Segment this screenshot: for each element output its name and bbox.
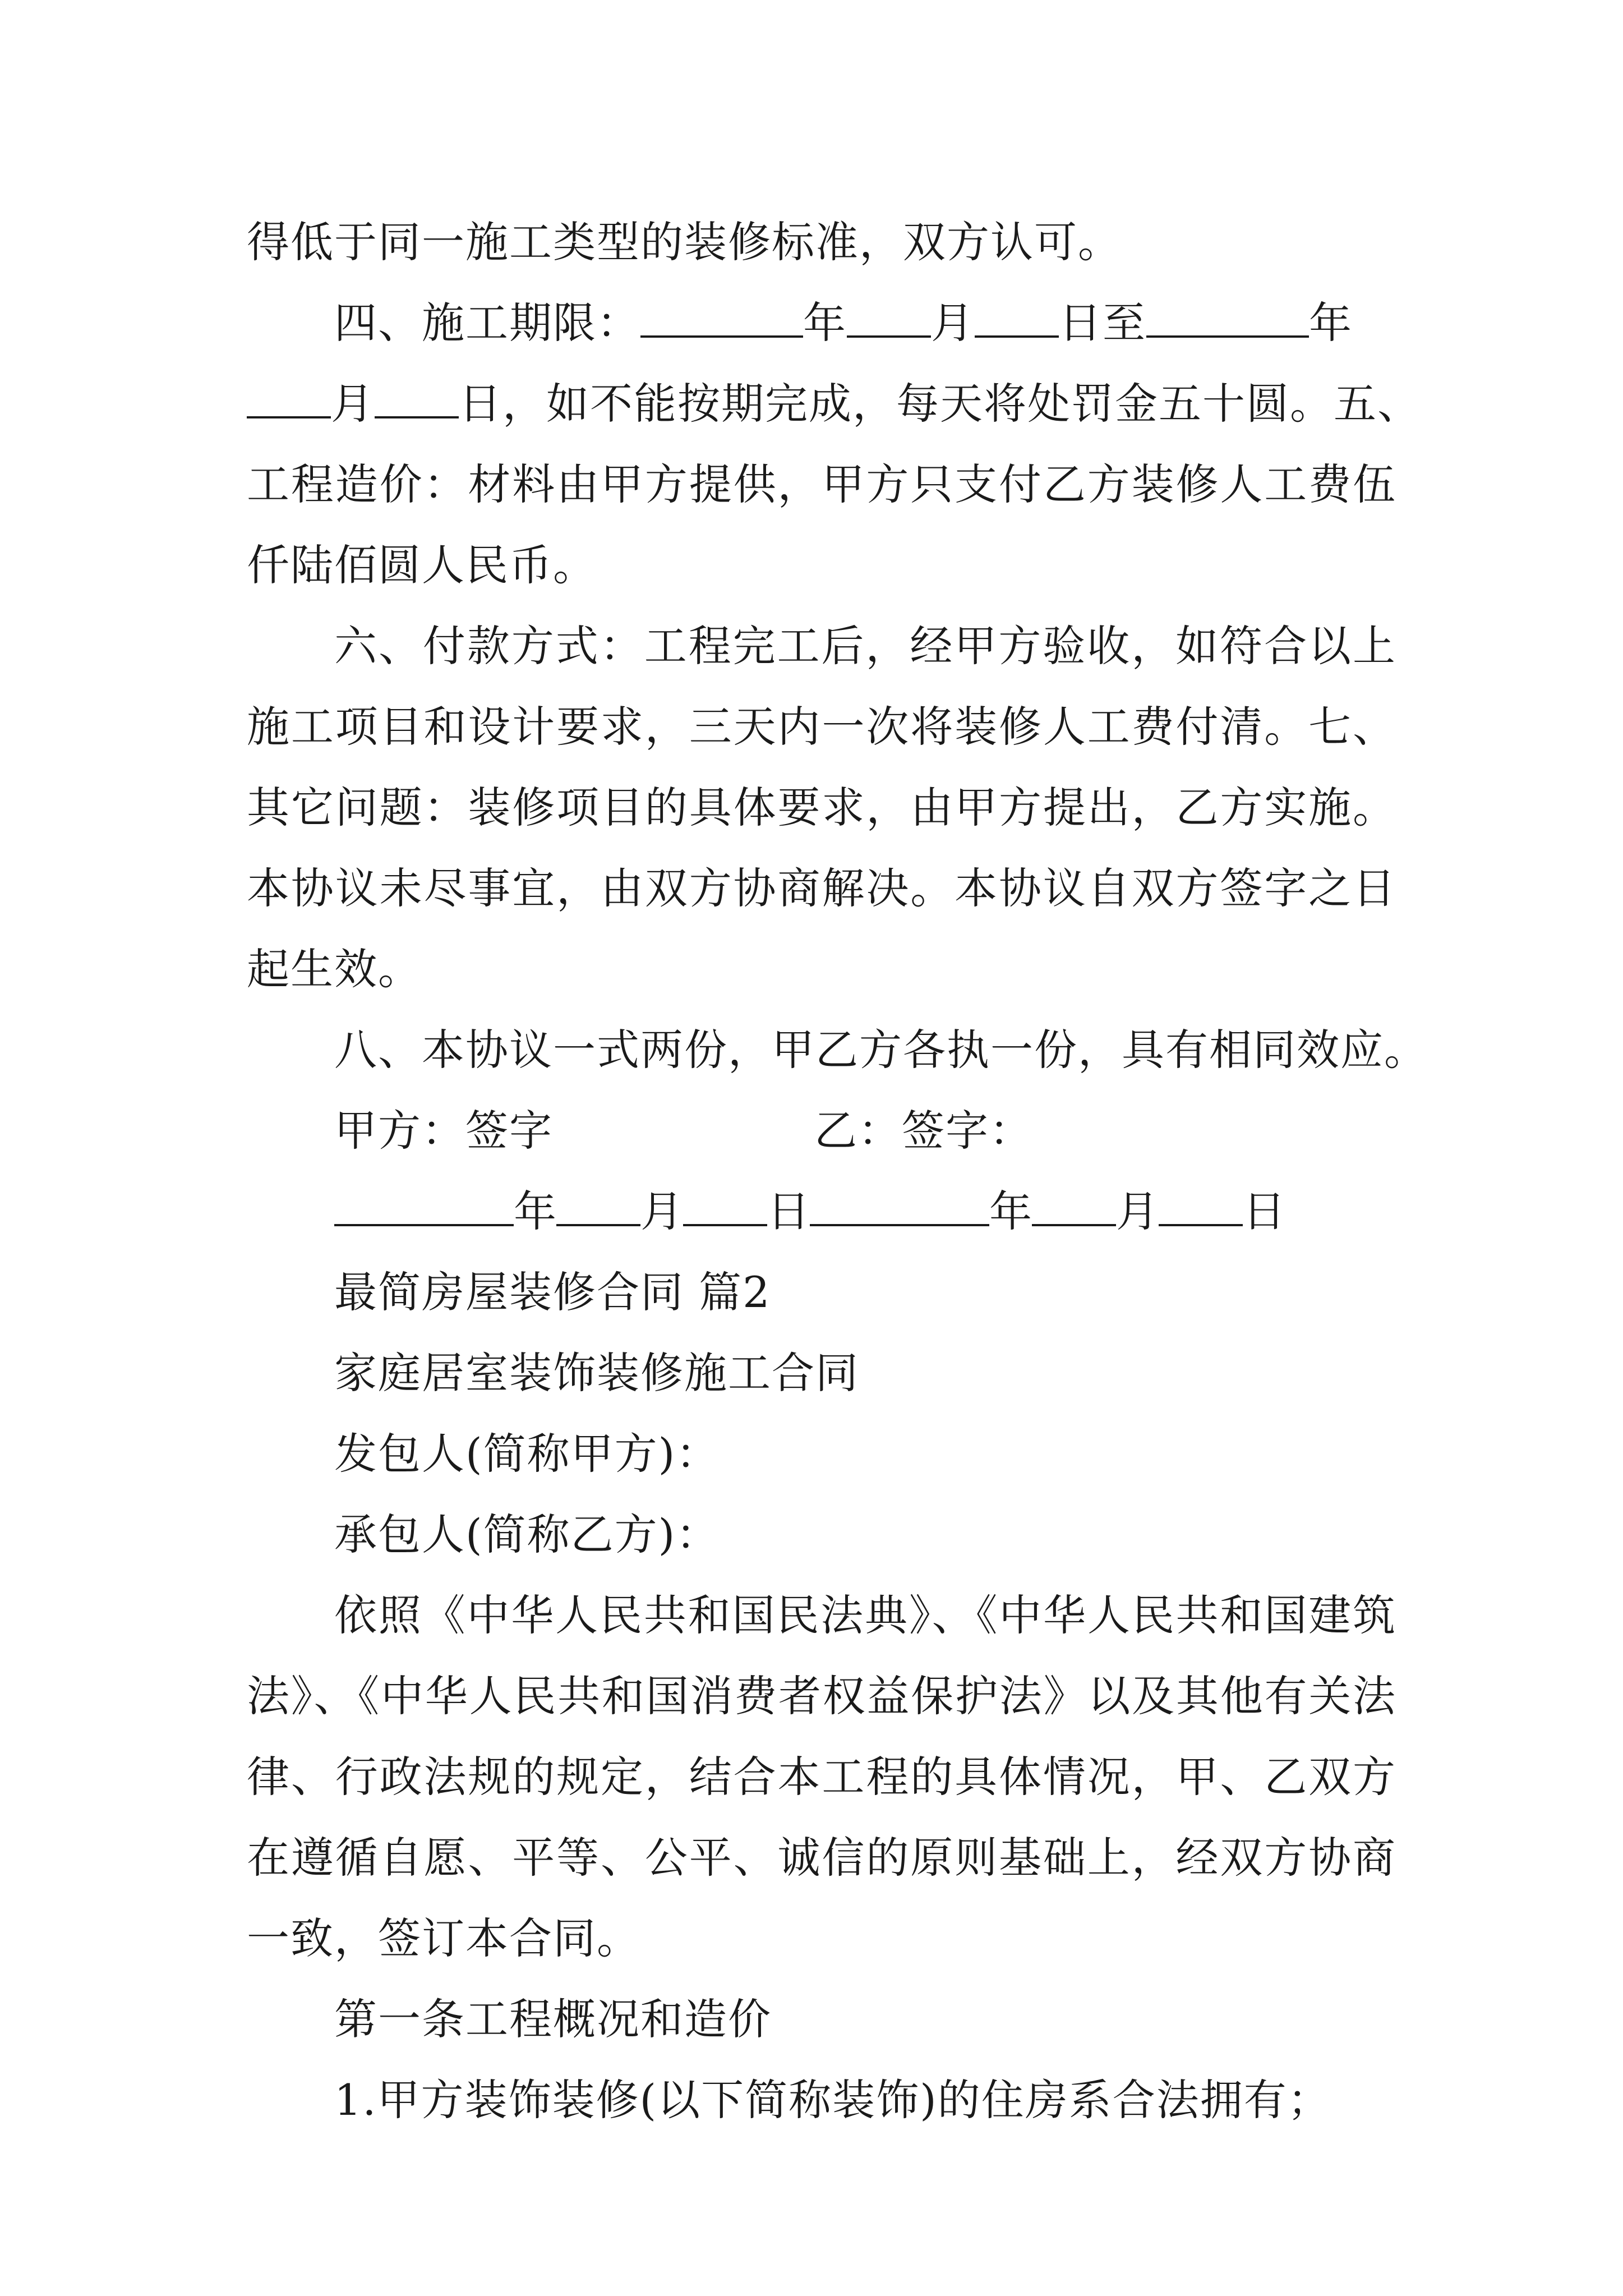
year-label: 年 — [989, 1186, 1032, 1236]
day-blank — [975, 296, 1059, 338]
construction-period-line-2 — [247, 377, 1421, 431]
day-to-label: 日至 — [1059, 298, 1146, 348]
month-blank — [1032, 1185, 1116, 1226]
paragraph-line: 在遵循自愿、平等、公平、诚信的原则基础上，经双方协商 — [247, 1833, 1396, 1883]
construction-period-line — [334, 296, 1353, 350]
paragraph-line: 一致，签订本合同。 — [247, 1913, 640, 1963]
month-label: 月 — [331, 379, 375, 429]
paragraph-line: 其它问题：装修项目的具体要求，由甲方提出，乙方实施。 — [247, 783, 1396, 832]
paragraph-line: 六、付款方式：工程完工后，经甲方验收，如符合以上 — [334, 621, 1396, 671]
day-blank — [375, 377, 459, 418]
paragraph-line: 依照《中华人民共和国民法典》、《中华人民共和国建筑 — [334, 1590, 1396, 1640]
year-blank — [1146, 296, 1309, 338]
paragraph-line: 工程造价：材料由甲方提供，甲方只支付乙方装修人工费伍 — [247, 459, 1396, 509]
party-a-signature-label: 甲方：签字 — [334, 1106, 553, 1156]
month-blank — [247, 377, 331, 418]
paragraph-line: 律、行政法规的规定，结合本工程的具体情况，甲、乙双方 — [247, 1752, 1396, 1802]
paragraph-line: 仟陆佰圆人民币。 — [247, 540, 597, 590]
month-blank — [556, 1185, 640, 1226]
day-blank — [1159, 1185, 1243, 1226]
contract-title: 家庭居室装饰装修施工合同 — [334, 1348, 859, 1398]
year-blank — [810, 1185, 989, 1226]
party-b-label: 承包人(简称乙方)： — [334, 1510, 720, 1559]
party-a-label: 发包人(简称甲方)： — [334, 1429, 720, 1479]
paragraph-line: 1.甲方装饰装修(以下简称装饰)的住房系合法拥有； — [334, 2075, 1331, 2125]
paragraph-line: 法》、《中华人民共和国消费者权益保护法》以及其他有关法 — [247, 1671, 1396, 1721]
construction-period-label: 四、施工期限： — [334, 298, 640, 348]
paragraph-line: 施工项目和设计要求，三天内一次将装修人工费付清。七、 — [247, 702, 1396, 752]
day-label: 日 — [1243, 1186, 1285, 1236]
paragraph-line: 八、本协议一式两份，甲乙方各执一份，具有相同效应。 — [334, 1025, 1428, 1075]
article-heading: 第一条工程概况和造价 — [334, 1994, 772, 2044]
month-label: 月 — [640, 1186, 683, 1236]
month-blank — [847, 296, 931, 338]
year-blank — [640, 296, 803, 338]
paragraph-line: 得低于同一施工类型的装修标准，双方认可。 — [247, 217, 1122, 267]
month-label: 月 — [931, 298, 975, 348]
section-heading: 最简房屋装修合同 篇2 — [334, 1267, 771, 1317]
year-label: 年 — [514, 1186, 556, 1236]
signature-date-line — [334, 1185, 1285, 1239]
year-label: 年 — [1309, 298, 1353, 348]
paragraph-line: 本协议未尽事宜，由双方协商解决。本协议自双方签字之日 — [247, 863, 1396, 913]
day-blank — [683, 1185, 767, 1226]
day-label: 日 — [767, 1186, 810, 1236]
party-b-signature-label: 乙：签字： — [814, 1106, 1033, 1156]
year-label: 年 — [803, 298, 847, 348]
year-blank — [334, 1185, 514, 1226]
penalty-text: 日，如不能按期完成，每天将处罚金五十圆。五、 — [459, 379, 1421, 429]
month-label: 月 — [1116, 1186, 1159, 1236]
paragraph-line: 起生效。 — [247, 944, 422, 994]
